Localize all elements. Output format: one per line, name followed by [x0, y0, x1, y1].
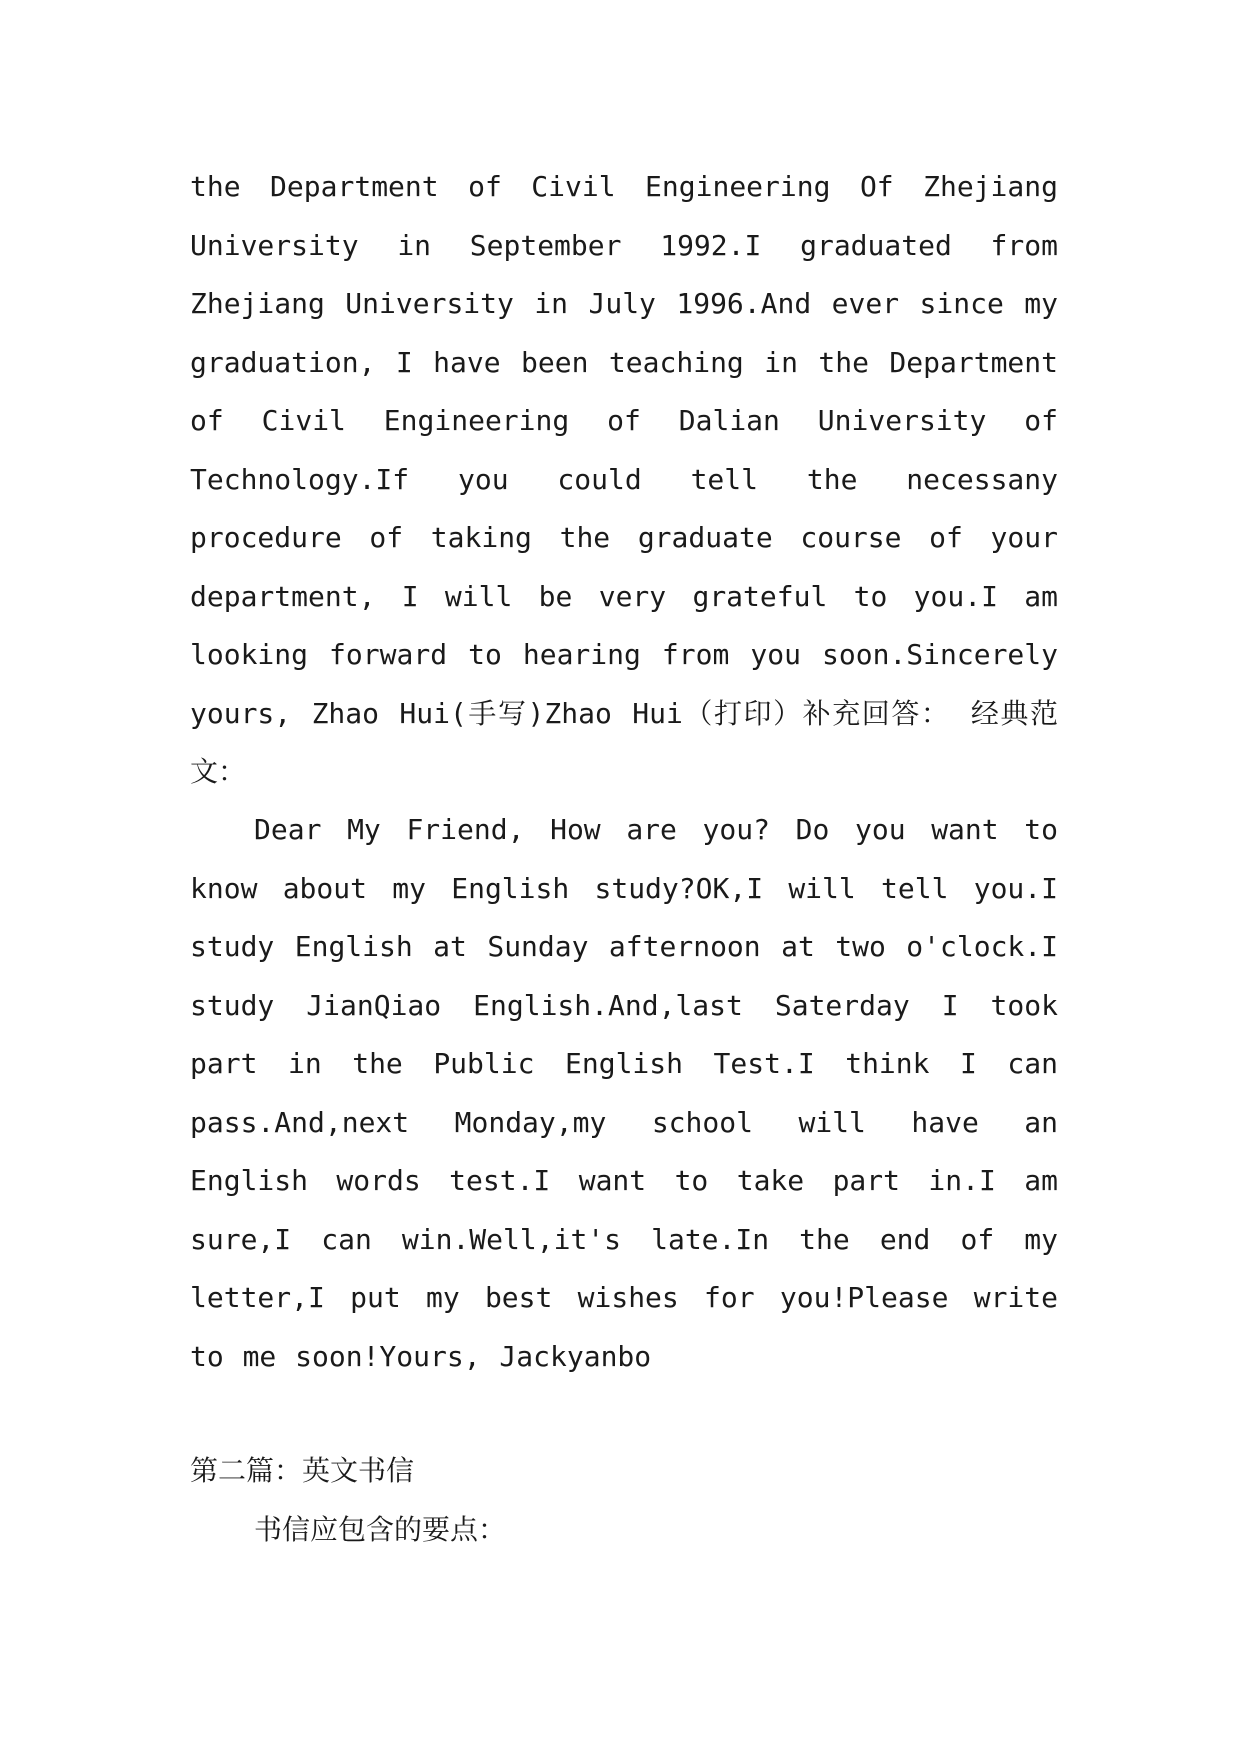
body-paragraph-key-points: 书信应包含的要点： [254, 1513, 507, 1546]
section-heading: 第二篇：英文书信 [190, 1454, 415, 1487]
body-paragraph-sample-letter: Dear My Friend, How are you? Do you want to know about my English study?OK,I will tell you.I study English at Sunday afternoon at two o'clock.I study JianQiao English.And,last Saterday I took part in the Public English Test.I think I can pass.And,next Monday,my school will have an English words test.I want to take part in.I am sure,I can win.Well,it's late.In the end of my letter,I put my best wishes for you!Please write to me soon!Yours, Jackyanbo [190, 813, 1058, 1373]
body-paragraph-letter-end: the Department of Civil Engineering Of Zhejiang University in September 1992.I graduated from Zhejiang University in July 1996.And ever since my graduation, I have been teaching in the Department of Civil Engineering of Dalian University of Technology.If you could tell the necessany procedure of taking the graduate course of your department, I will be very grateful to you.I am looking forward to hearing from you soon.Sincerely yours, Zhao Hui(手写)Zhao Hui（打印）补充回答： 经典范文： [190, 170, 1058, 788]
